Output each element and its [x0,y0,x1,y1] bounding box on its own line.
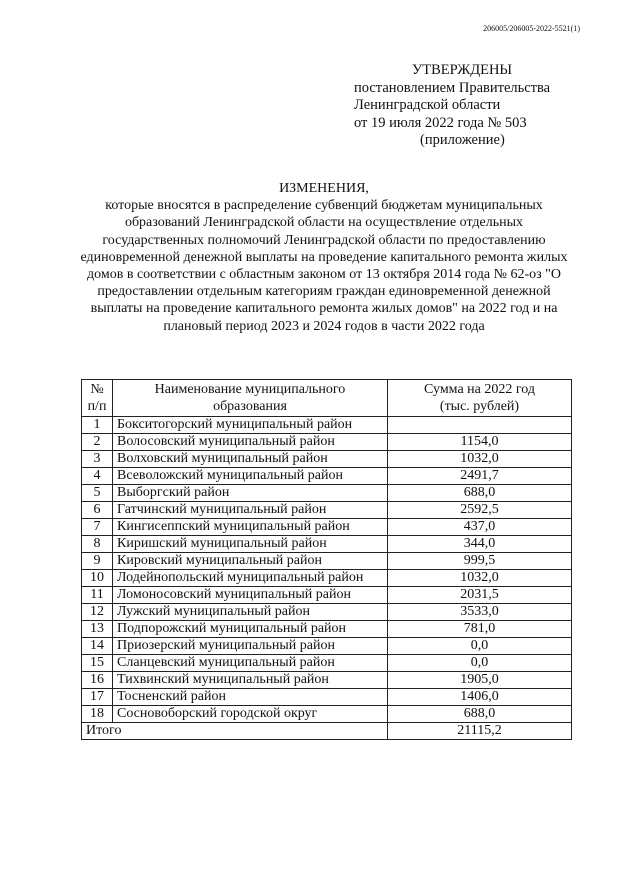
table-row [82,536,572,553]
row-municipality: Ломоносовский муниципальный район [113,587,388,604]
row-number: 11 [82,587,113,604]
row-municipality: Гатчинский муниципальный район [113,502,388,519]
row-amount: 1905,0 [388,672,572,689]
table-row [82,468,572,485]
row-municipality: Волосовский муниципальный район [113,434,388,451]
row-municipality: Киришский муниципальный район [113,536,388,553]
table-row [82,638,572,655]
row-number: 14 [82,638,113,655]
row-municipality: Кировский муниципальный район [113,553,388,570]
approval-line-2: постановлением Правительства [354,79,551,96]
row-amount: 1154,0 [388,434,572,451]
row-number: 5 [82,485,113,502]
row-amount: 2491,7 [388,468,572,485]
row-number: 18 [82,706,113,723]
document-heading [70,180,578,335]
table-row [82,502,572,519]
header-number: № п/п [82,380,113,417]
approval-line-3: Ленинградской области [354,97,501,113]
row-number: 8 [82,536,113,553]
row-number: 9 [82,553,113,570]
row-number: 6 [82,502,113,519]
row-amount: 1032,0 [388,451,572,468]
total-amount: 21115,2 [388,723,572,740]
heading-title: ИЗМЕНЕНИЯ, [279,181,369,196]
row-municipality: Тихвинский муниципальный район [113,672,388,689]
row-number: 2 [82,434,113,451]
row-amount: 688,0 [388,706,572,723]
approval-line-5: (приложение) [420,132,505,148]
heading-body: которые вносятся в распределение субвенций бюджетам муниципальных образований Ленинградской области на осуществление отдельных государственных полномочий Ленинградской области по предоставлению единовременной денежной выплаты на проведение капитального ремонта жилых домов в соответствии с областным законом от 13 октября 2014 года № 62-оз "О предоставлении отдельным категориям граждан единовременной денежной выплаты на проведение капитального ремонта жилых домов" на 2022 год и на плановый период 2023 и 2024 годов в части 2022 года [80,198,568,334]
header-municipality: Наименование муниципального образования [113,380,388,417]
table-row [82,553,572,570]
row-municipality: Кингисеппский муниципальный район [113,519,388,536]
row-number: 13 [82,621,113,638]
total-label: Итого [82,723,388,740]
table-row [82,604,572,621]
table-row [82,587,572,604]
row-amount: 2592,5 [388,502,572,519]
table-row [82,672,572,689]
row-municipality: Подпорожский муниципальный район [113,621,388,638]
row-amount: 0,0 [388,655,572,672]
row-number: 16 [82,672,113,689]
row-municipality: Бокситогорский муниципальный район [113,417,388,434]
table-row [82,570,572,587]
table-row [82,417,572,434]
table-row [82,451,572,468]
table-header-row [82,380,572,417]
row-amount: 437,0 [388,519,572,536]
row-municipality: Приозерский муниципальный район [113,638,388,655]
row-municipality: Лужский муниципальный район [113,604,388,621]
row-amount: 781,0 [388,621,572,638]
row-amount: 688,0 [388,485,572,502]
table-row [82,706,572,723]
approval-line-4: от 19 июля 2022 года № 503 [354,114,527,131]
approval-title: УТВЕРЖДЕНЫ [412,62,513,78]
row-number: 15 [82,655,113,672]
table-row [82,485,572,502]
row-number: 3 [82,451,113,468]
row-municipality: Тосненский район [113,689,388,706]
row-number: 4 [82,468,113,485]
row-municipality: Лодейнопольский муниципальный район [113,570,388,587]
row-number: 7 [82,519,113,536]
row-municipality: Всеволожский муниципальный район [113,468,388,485]
row-number: 17 [82,689,113,706]
row-number: 1 [82,417,113,434]
row-municipality: Волховский муниципальный район [113,451,388,468]
table-row [82,655,572,672]
row-number: 10 [82,570,113,587]
row-amount: 344,0 [388,536,572,553]
table-row [82,434,572,451]
table-row [82,689,572,706]
table-row [82,519,572,536]
row-amount: 0,0 [388,638,572,655]
row-amount: 2031,5 [388,587,572,604]
distribution-table [81,379,572,740]
row-number: 12 [82,604,113,621]
row-amount: 999,5 [388,553,572,570]
row-municipality: Выборгский район [113,485,388,502]
table-row [82,621,572,638]
table-body [82,417,572,723]
row-amount: 1032,0 [388,570,572,587]
row-municipality: Сланцевский муниципальный район [113,655,388,672]
row-amount [388,417,572,434]
approval-block [354,62,550,150]
total-row [82,723,572,740]
row-amount: 1406,0 [388,689,572,706]
document-id: 206005/206005-2022-5521(1) [483,24,580,33]
header-amount: Сумма на 2022 год (тыс. рублей) [388,380,572,417]
row-municipality: Сосновоборский городской округ [113,706,388,723]
row-amount: 3533,0 [388,604,572,621]
